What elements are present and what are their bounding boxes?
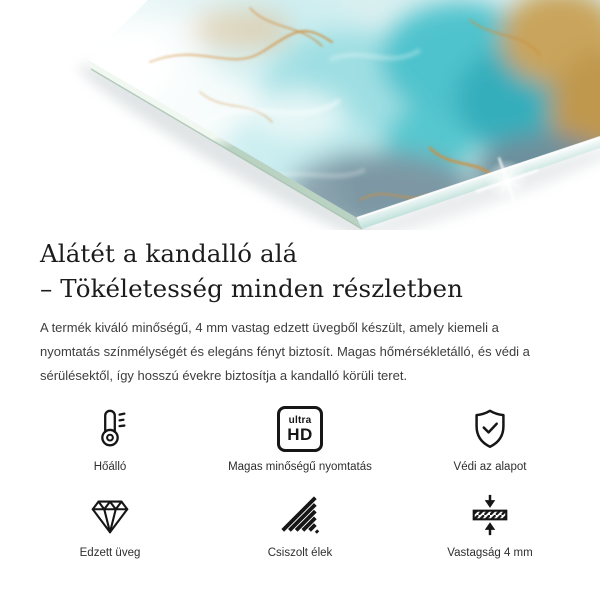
- feature-thickness: [395, 492, 585, 560]
- page-title: [40, 236, 560, 306]
- feature-print-quality: [205, 406, 395, 474]
- feature-protects-base: [395, 406, 585, 474]
- feature-label: Csiszolt élek: [267, 547, 333, 559]
- feature-label: Edzett üveg: [79, 547, 141, 559]
- feature-polished-edges: [205, 492, 395, 560]
- feature-label: Magas minőségű nyomtatás: [228, 461, 372, 473]
- product-hero-image: [0, 0, 600, 230]
- glass-panel-illustration: [0, 0, 600, 230]
- feature-grid: [15, 406, 585, 560]
- ultra-hd-icon-text-bottom: HD: [287, 425, 313, 444]
- diamond-icon: [80, 492, 140, 538]
- feature-heat-resistant: [15, 406, 205, 474]
- ultra-hd-icon-text-top: ultra: [288, 415, 312, 426]
- page-title-line2: – Tökéletesség minden részletben: [40, 274, 463, 303]
- ultra-hd-icon: [270, 406, 330, 452]
- feature-label: Védi az alapot: [453, 461, 527, 473]
- polished-edges-icon: [270, 492, 330, 538]
- feature-label: Vastagság 4 mm: [447, 547, 533, 559]
- product-description: A termék kiváló minőségű, 4 mm vastag edzett üvegből készült, amely kiemeli a nyomtatás színmélységét és elegáns fényt biztosít. Magas hőmérsékletálló, és védi a sérülésektől, így hosszú évekre biztosítja a kandalló körüli teret.: [40, 320, 530, 383]
- page-title-line1: Alátét a kandalló alá: [40, 239, 298, 268]
- thermometer-icon: [80, 406, 140, 452]
- feature-tempered-glass: [15, 492, 205, 560]
- thickness-icon: [460, 492, 520, 538]
- feature-label: Hőálló: [93, 461, 127, 473]
- shield-check-icon: [460, 406, 520, 452]
